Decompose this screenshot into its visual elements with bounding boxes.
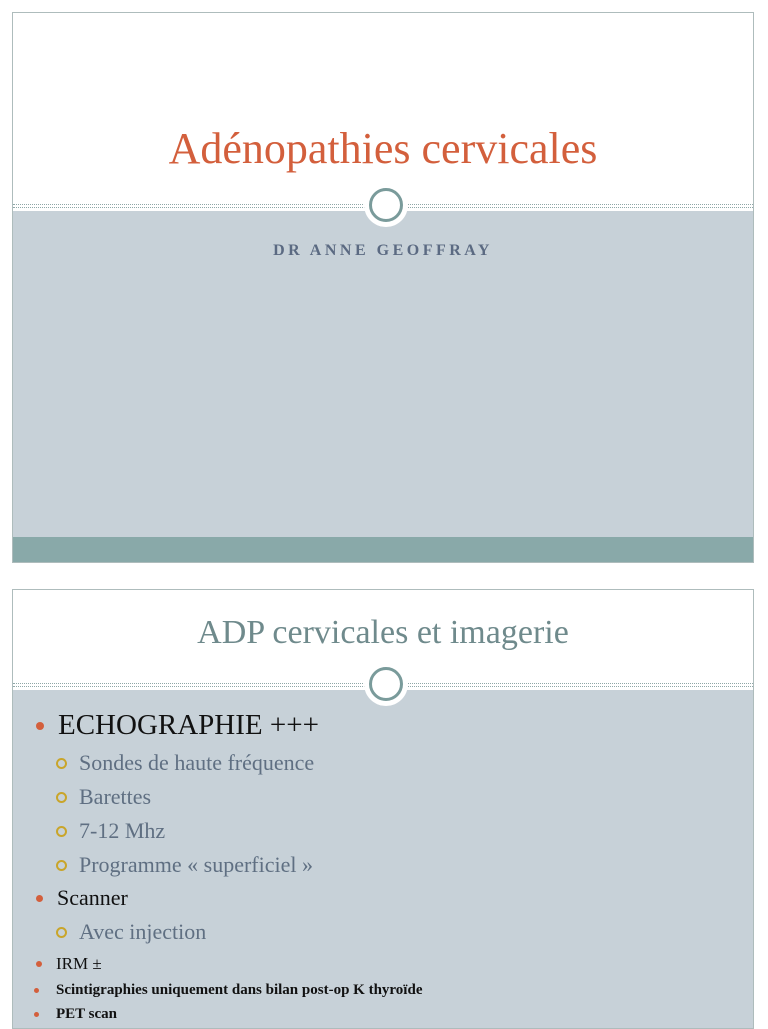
list-item	[34, 1006, 117, 1023]
list-item-text: 7-12 Mhz	[79, 818, 166, 843]
list-item-text: PET scan	[56, 1006, 117, 1022]
bullet-circle-icon	[56, 826, 67, 837]
list-item	[36, 885, 128, 911]
list-item-text: Avec injection	[79, 919, 207, 944]
bullet-dot-icon	[36, 961, 42, 967]
list-item	[56, 852, 313, 878]
list-item	[36, 954, 102, 974]
circle-ornament-icon	[364, 662, 408, 706]
bullet-circle-icon	[56, 758, 67, 769]
list-item-text: Scintigraphies uniquement dans bilan post-op K thyroïde	[56, 982, 423, 998]
slide-title	[12, 12, 754, 563]
circle-ornament-icon	[364, 183, 408, 227]
slide-imaging	[12, 589, 754, 1029]
bullet-dot-icon	[36, 722, 44, 730]
bullet-circle-icon	[56, 927, 67, 938]
list-item-text: Barettes	[79, 784, 152, 809]
list-item-text: Sondes de haute fréquence	[79, 750, 315, 775]
list-item	[36, 709, 319, 742]
bullet-dot-icon	[34, 1012, 39, 1017]
bullet-dot-icon	[36, 895, 43, 902]
slide-subtitle-author: DR ANNE GEOFFRAY	[273, 242, 493, 259]
list-item-text: Programme « superficiel »	[79, 852, 313, 877]
slide-imaging-heading: ADP cervicales et imagerie	[197, 614, 569, 651]
slide-title-heading: Adénopathies cervicales	[168, 124, 598, 173]
list-item	[34, 982, 422, 999]
slide-title-header	[13, 13, 753, 205]
list-item	[56, 919, 206, 945]
list-item-text: Scanner	[57, 885, 128, 910]
bullet-circle-icon	[56, 860, 67, 871]
list-item	[56, 750, 314, 776]
bullet-dot-icon	[34, 988, 39, 993]
list-item	[56, 818, 165, 844]
bullet-circle-icon	[56, 792, 67, 803]
slide-footer-band	[13, 537, 753, 563]
list-item	[56, 784, 151, 810]
list-item-text: IRM ±	[56, 954, 102, 973]
list-item-text: ECHOGRAPHIE +++	[58, 709, 319, 741]
